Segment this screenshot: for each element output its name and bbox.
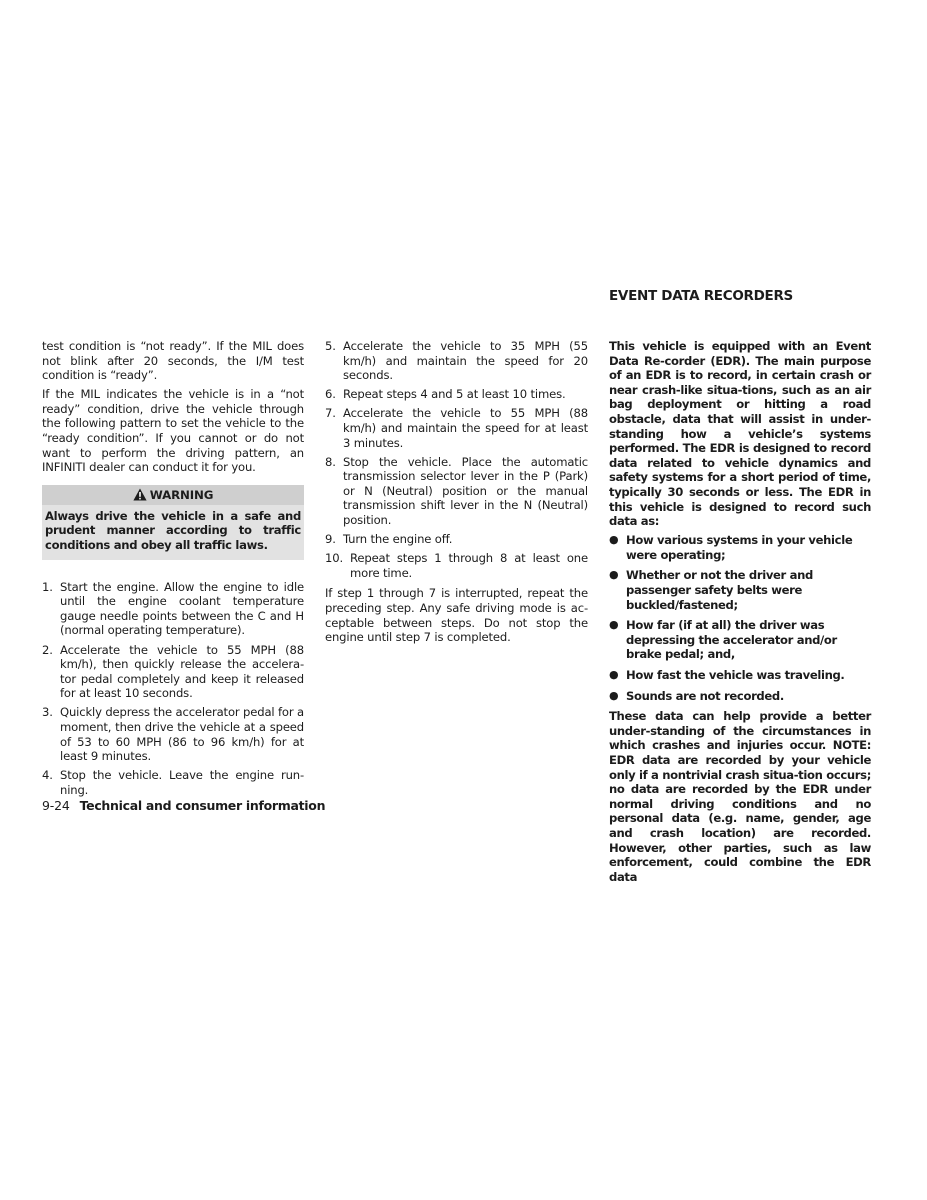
step-text: Accelerate the vehicle to 55 MPH (88 km/h), then quickly release the accelera-tor pedal completely and keep it released for at least 10 seconds.: [60, 642, 304, 701]
list-item: [325, 339, 588, 383]
warning-label: WARNING: [149, 487, 214, 502]
list-item: [609, 533, 871, 562]
list-item: [609, 568, 871, 612]
step-number: 8.: [325, 454, 336, 469]
paragraph: test condition is “not ready”. If the MIL does not blink after 20 seconds, the I/M test condition is “ready”.: [42, 339, 304, 383]
bullet-text: How fast the vehicle was traveling.: [626, 667, 845, 682]
steps-list: [42, 580, 304, 798]
step-text: Accelerate the vehicle to 35 MPH (55 km/h) and maintain the speed for 20 seconds.: [343, 339, 588, 383]
page-number: 9-24: [42, 798, 70, 813]
step-text: Stop the vehicle. Place the automatic transmission selector lever in the P (Park) or N (Neutral) position or the manual transmission shift lever in the N (Neutral) position.: [343, 454, 588, 528]
bullet-text: Sounds are not recorded.: [626, 688, 784, 703]
bullet-text: How far (if at all) the driver was depressing the accelerator and/or brake pedal; and,: [626, 618, 837, 662]
bullet-icon: ●: [609, 688, 619, 702]
list-item: [325, 532, 588, 547]
list-item: [325, 551, 588, 580]
step-text: Stop the vehicle. Leave the engine run-ning.: [60, 768, 304, 797]
bullet-list: [609, 533, 871, 703]
warning-text: Always drive the vehicle in a safe and prudent manner according to traffic conditions and obey all traffic laws.: [45, 508, 301, 553]
list-item: [325, 406, 588, 450]
step-number: 3.: [42, 705, 53, 720]
page-footer: [42, 798, 325, 813]
paragraph: This vehicle is equipped with an Event Data Re-corder (EDR). The main purpose of an EDR is to record, in certain crash or near crash-like situa-tions, such as an air bag deployment or hitting a road obstacle, data that will assist in under-standing how a vehicle’s systems performed. The EDR is designed to record data related to vehicle dynamics and safety systems for a short period of time, typically 30 seconds or less. The EDR in this vehicle is designed to record such data as:: [609, 339, 871, 529]
step-number: 9.: [325, 532, 336, 547]
step-text: Turn the engine off.: [343, 532, 453, 547]
bullet-text: Whether or not the driver and passenger safety belts were buckled/fastened;: [626, 568, 813, 612]
warning-triangle-icon: [133, 488, 147, 501]
bullet-icon: ●: [609, 618, 619, 632]
paragraph: If the MIL indicates the vehicle is in a “not ready” condition, drive the vehicle through the following pattern to set the vehicle to the “ready condition”. If you cannot or do not want to perform the driving pattern, an INFINITI dealer can conduct it for you.: [42, 387, 304, 475]
step-text: Accelerate the vehicle to 55 MPH (88 km/h) and maintain the speed for at least 3 minutes.: [343, 406, 588, 450]
step-number: 7.: [325, 406, 336, 421]
list-item: [609, 618, 871, 662]
column-left: [42, 339, 304, 802]
paragraph: These data can help provide a better under-standing of the circumstances in which crashes and injuries occur. NOTE: EDR data are recorded by your vehicle only if a nontrivial crash situa-tion occurs; no data are recorded by the EDR under normal driving conditions and no personal data (e.g. name, gender, age and crash location) are recorded. However, other parties, such as law enforcement, could combine the EDR data: [609, 709, 871, 884]
bullet-icon: ●: [609, 568, 619, 582]
column-right: [609, 339, 871, 889]
list-item: [609, 689, 871, 704]
list-item: [42, 580, 304, 638]
steps-list: [325, 339, 588, 580]
bullet-text: How various systems in your vehicle were operating;: [626, 533, 853, 562]
step-number: 4.: [42, 768, 53, 783]
list-item: [42, 768, 304, 797]
step-number: 10.: [325, 551, 343, 566]
warning-header: [42, 485, 304, 505]
step-number: 5.: [325, 339, 336, 353]
list-item: [609, 668, 871, 683]
list-item: [325, 455, 588, 528]
list-item: [42, 643, 304, 701]
paragraph: If step 1 through 7 is interrupted, repeat the preceding step. Any safe driving mode is ac-ceptable between steps. Do not stop the engine until step 7 is completed.: [325, 586, 588, 645]
section-heading: EVENT DATA RECORDERS: [609, 288, 793, 304]
step-number: 1.: [42, 579, 53, 594]
bullet-icon: ●: [609, 667, 619, 681]
step-text: Quickly depress the accelerator pedal for a moment, then drive the vehicle at a speed of 53 to 60 MPH (86 to 96 km/h) for at least 9 minutes.: [60, 705, 304, 764]
step-text: Repeat steps 4 and 5 at least 10 times.: [343, 387, 566, 402]
footer-title: Technical and consumer information: [79, 798, 326, 813]
column-middle: [325, 339, 588, 649]
step-number: 2.: [42, 642, 53, 657]
bullet-icon: ●: [609, 533, 619, 547]
list-item: [325, 387, 588, 402]
step-text: Repeat steps 1 through 8 at least one more time.: [350, 551, 588, 580]
step-number: 6.: [325, 387, 336, 402]
warning-box: [42, 485, 304, 560]
list-item: [42, 705, 304, 763]
step-text: Start the engine. Allow the engine to idle until the engine coolant temperature gauge needle points between the C and H (normal operating temperature).: [60, 579, 304, 638]
